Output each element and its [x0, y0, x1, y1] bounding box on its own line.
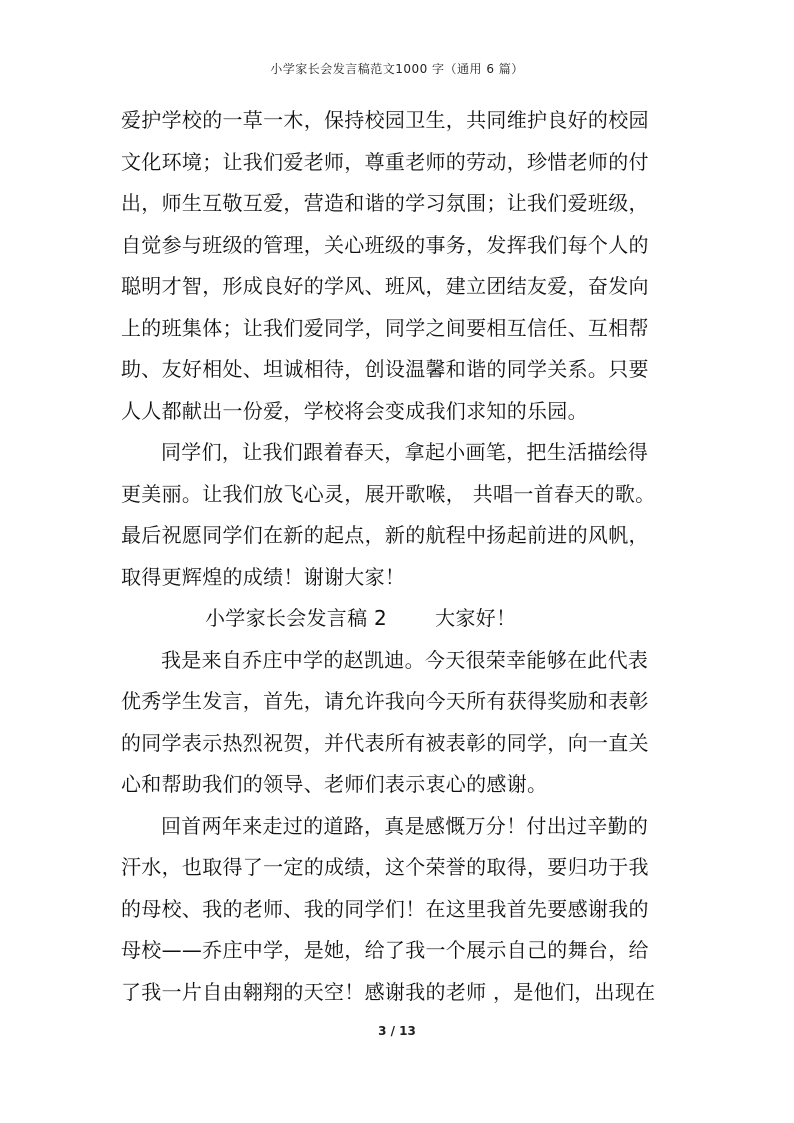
text-line: 汗水，也取得了一定的成绩，这个荣誉的取得，要归功于我 — [121, 855, 649, 879]
paragraph-2 — [121, 432, 696, 598]
text-line: 优秀学生发言，首先，请允许我向今天所有获得奖励和表彰 — [121, 689, 649, 713]
section-heading-title: 小学家长会发言稿 2 — [205, 606, 388, 630]
text-line: 出，师生互敬互爱，营造和谐的学习氛围；让我们爱班级， — [121, 191, 649, 215]
text-line: 更美丽。让我们放飞心灵，展开歌喉， 共唱一首春天的歌。 — [121, 481, 656, 506]
text-line: 爱护学校的一草一木，保持校园卫生，共同维护良好的校园 — [121, 108, 649, 132]
document-body — [121, 100, 696, 1013]
text-line: 母校——乔庄中学，是她，给了我一个展示自己的舞台，给 — [121, 938, 649, 962]
text-line: 自觉参与班级的管理，关心班级的事务，发挥我们每个人的 — [121, 232, 649, 257]
text-line: 人人都献出一份爱，学校将会变成我们求知的乐园。 — [121, 398, 588, 423]
text-line: 了我一片自由翱翔的天空！感谢我的老师 ，是他们，出现在 — [121, 979, 656, 1004]
paragraph-1 — [121, 100, 696, 432]
page-header-title: 小学家长会发言稿范文1000 字（通用 6 篇） — [270, 62, 524, 76]
text-line: 聪明才智，形成良好的学风、班风，建立团结友爱，奋发向 — [121, 274, 649, 298]
paragraph-4 — [121, 806, 696, 1014]
section-heading-greeting: 大家好！ — [435, 606, 517, 630]
text-line: 取得更辉煌的成绩！谢谢大家！ — [121, 564, 406, 589]
text-line: 的母校、我的老师、我的同学们！在这里我首先要感谢我的 — [121, 896, 649, 921]
page-number: 3 / 13 — [378, 1024, 416, 1038]
text-line: 上的班集体；让我们爱同学，同学之间要相互信任、互相帮 — [121, 315, 649, 340]
text-line: 文化环境；让我们爱老师，尊重老师的劳动，珍惜老师的付 — [121, 149, 649, 174]
text-line: 回首两年来走过的道路，真是感慨万分！付出过辛勤的 — [161, 813, 649, 838]
text-line: 心和帮助我们的领导、老师们表示衷心的感谢。 — [121, 772, 548, 796]
text-line: 助、友好相处、坦诚相待，创设温馨和谐的同学关系。只要 — [121, 357, 649, 381]
text-line: 同学们，让我们跟着春天，拿起小画笔，把生活描绘得 — [161, 440, 649, 464]
text-line: 我是来自乔庄中学的赵凯迪。今天很荣幸能够在此代表 — [161, 647, 649, 672]
section-heading — [121, 598, 696, 640]
paragraph-3 — [121, 640, 696, 806]
text-line: 的同学表示热烈祝贺，并代表所有被表彰的同学，向一直关 — [121, 730, 649, 755]
text-line: 最后祝愿同学们在新的起点，新的航程中扬起前进的风帆， — [121, 523, 649, 547]
